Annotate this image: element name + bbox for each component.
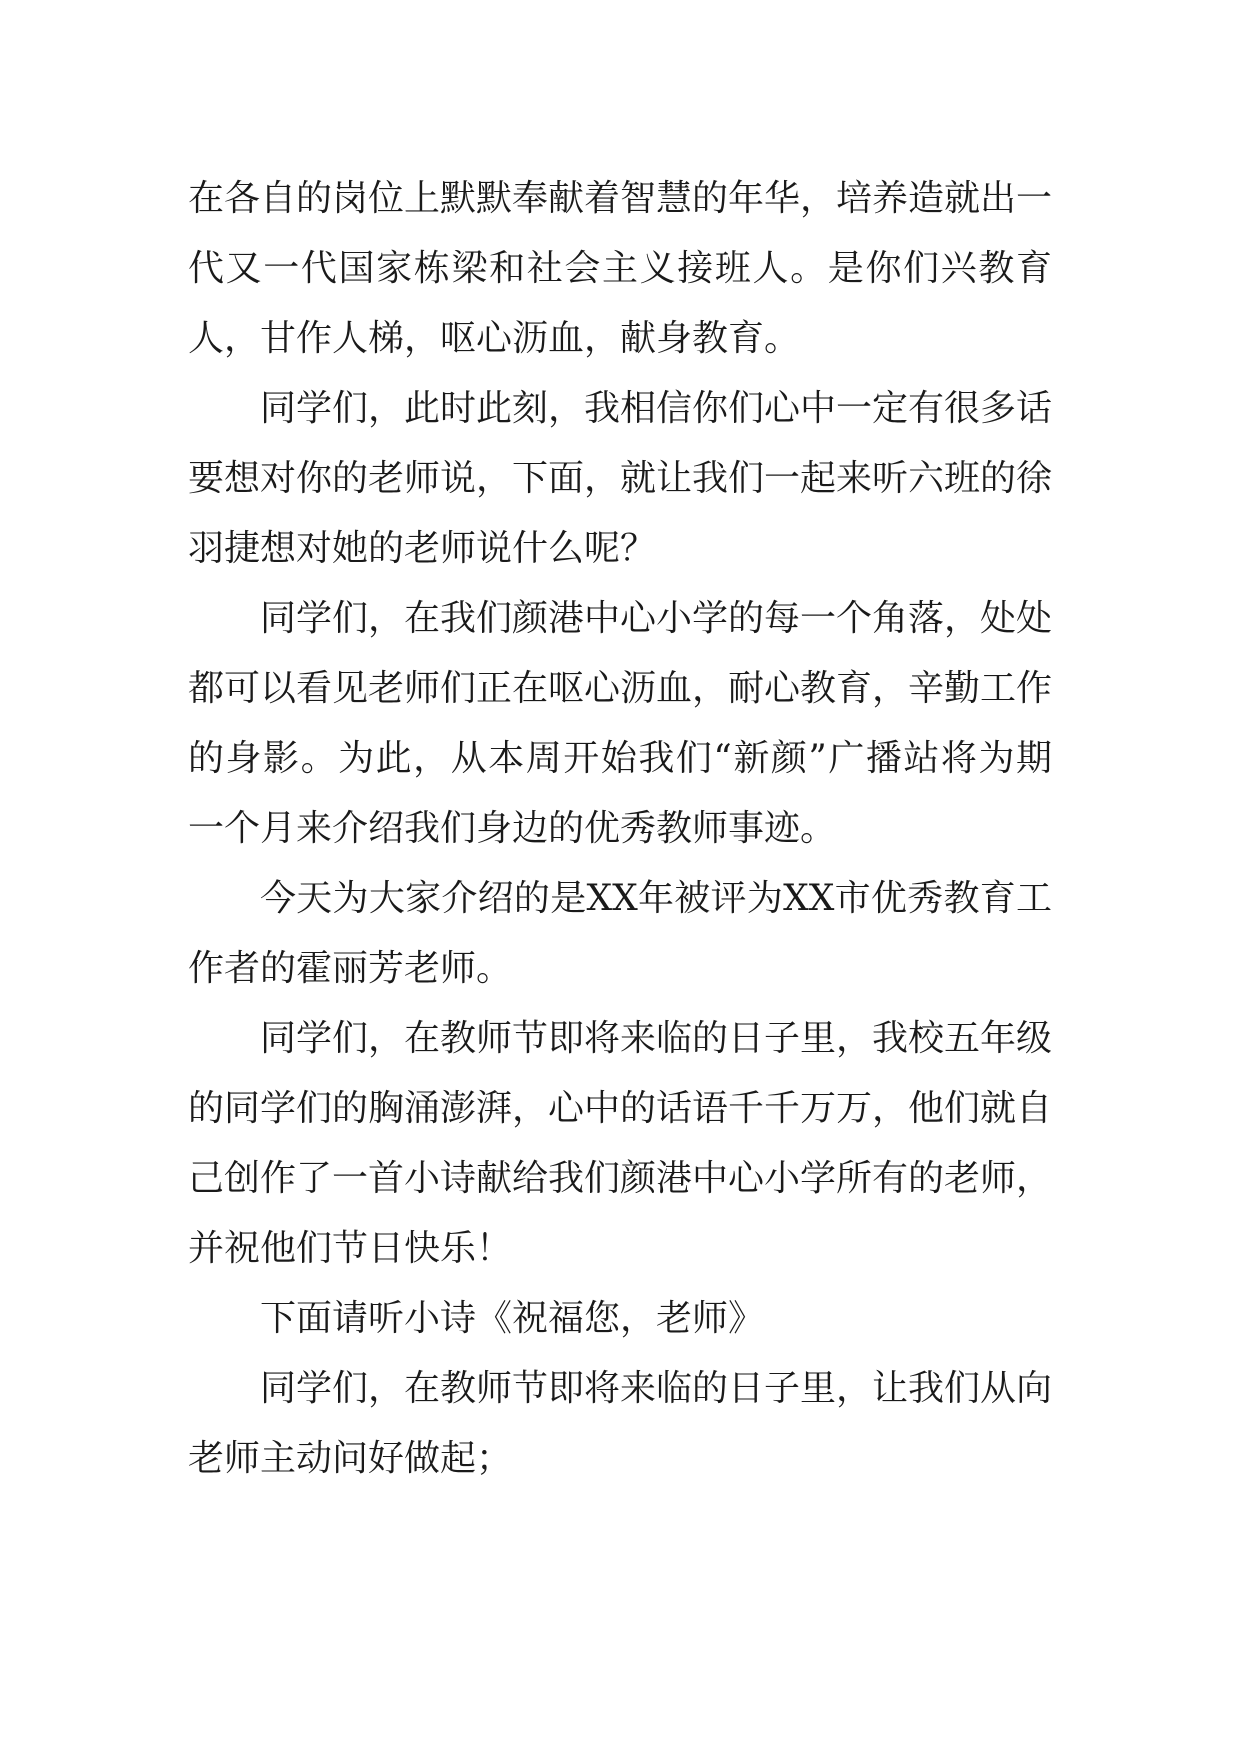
paragraph-greeting-teachers: 同学们，在教师节即将来临的日子里，让我们从向老师主动问好做起；: [188, 1368, 1053, 1479]
paragraph-teachers-everywhere: 同学们，在我们颜港中心小学的每一个角落，处处都可以看见老师们正在呕心沥血，耐心教育，辛勤工作的身影。为此，从本周开始我们“新颜”广播站将为期一个月来介绍我们身边的优秀教师事迹。: [188, 598, 1053, 849]
paragraph-poem-title: 下面请听小诗《祝福您，老师》: [260, 1298, 765, 1339]
paragraph-poem-creation: 同学们，在教师节即将来临的日子里，我校五年级的同学们的胸涌澎湃，心中的话语千千万万，他们就自己创作了一首小诗献给我们颜港中心小学所有的老师，并祝他们节日快乐！: [188, 1018, 1053, 1269]
paragraph-teacher-introduction: 今天为大家介绍的是XX年被评为XX市优秀教育工作者的霍丽芳老师。: [188, 878, 1052, 989]
document-page: [188, 164, 1052, 1494]
paragraph-students-speak: 同学们，此时此刻，我相信你们心中一定有很多话要想对你的老师说，下面，就让我们一起来听六班的徐羽捷想对她的老师说什么呢？: [188, 388, 1053, 569]
paragraph-continuation: 在各自的岗位上默默奉献着智慧的年华，培养造就出一代又一代国家栋梁和社会主义接班人。是你们兴教育人，甘作人梯，呕心沥血，献身教育。: [188, 178, 1053, 359]
